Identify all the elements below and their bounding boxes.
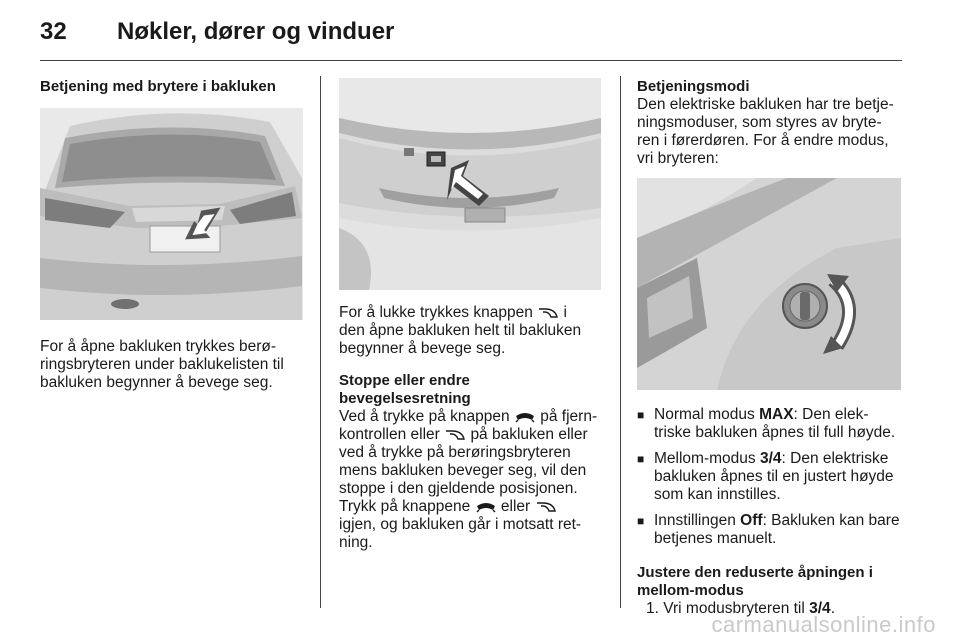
figure-door-mode-switch [637,178,901,390]
intro-line-3: ren i førerdøren. For å endre modus, [637,132,889,149]
bullet-mode-max: ■ Normal modus MAX: Den elek- triske bakluken åpnes til full høyde. [637,406,907,442]
column-3 [637,78,907,618]
paragraph-close-line-1: For å lukke trykkes knappen i [339,304,567,321]
paragraph-open-line-1: For å åpne bakluken trykkes berø- [40,338,277,355]
column-2 [339,78,604,552]
paragraph-stop-line-3: ved å trykke på berøringsbryteren [339,444,571,461]
paragraph-close-line-3: begynner å bevege seg. [339,340,506,357]
figure-car-rear [40,108,303,320]
remote-tailgate-icon [475,500,497,514]
paragraph-stop-line-2: kontrollen eller på bakluken eller [339,426,588,443]
car-rear-illustration [40,108,303,320]
intro-line-4: vri bryteren: [637,150,719,167]
paragraph-close-line-2: den åpne bakluken helt til bakluken [339,322,582,339]
section-heading-stop-change: Stoppe eller endre bevegelsesretning [339,372,471,407]
intro-line-2: ningsmoduser, som styres av bryte- [637,114,882,131]
column-divider-1 [320,76,321,608]
paragraph-stop-line-8: ning. [339,534,373,551]
page-number: 32 [40,18,67,45]
page-header [40,16,920,56]
section-heading-modes: Betjeningsmodi [637,78,750,95]
section-heading-tailgate-switches: Betjening med brytere i bakluken [40,78,276,95]
bullet-mode-off: ■ Innstillingen Off: Bakluken kan bare betjenes manuelt. [637,512,907,548]
column-1 [40,78,305,392]
tailgate-interior-illustration [339,78,601,290]
section-heading-adjust-line-1: Justere den reduserte åpningen i [637,564,873,581]
paragraph-stop-line-6: Trykk på knappene eller [339,498,604,516]
tailgate-close-icon [535,500,557,514]
paragraph-stop-line-7: igjen, og bakluken går i motsatt ret- [339,516,582,533]
paragraph-stop-line-4: mens bakluken beveger seg, vil den [339,462,587,479]
header-rule [40,60,902,61]
paragraph-open-line-3: bakluken begynner å bevege seg. [40,374,273,391]
remote-tailgate-icon [514,410,536,424]
bullet-mode-3-4: ■ Mellom-modus 3/4: Den elektriske bakluken åpnes til en justert høyde som kan innstilles. [637,450,907,504]
door-switch-illustration [637,178,901,390]
watermark: carmanualsonline.info [711,612,936,637]
intro-line-1: Den elektriske bakluken har tre betje- [637,96,894,113]
paragraph-stop-line-1: Ved å trykke på knappen på fjern- [339,408,598,425]
page-title: Nøkler, dører og vinduer [117,18,395,45]
figure-tailgate-close-button [339,78,601,290]
section-heading-adjust-line-2: mellom-modus [637,582,744,599]
paragraph-open-line-2: ringsbryteren under baklukelisten til [40,356,284,373]
column-divider-2 [620,76,621,608]
paragraph-stop-line-5: stoppe i den gjeldende posisjonen. [339,480,578,497]
step-1: 1. Vri modusbryteren til 3/4. [646,600,835,617]
tailgate-close-icon [537,306,559,320]
tailgate-close-icon [444,428,466,442]
